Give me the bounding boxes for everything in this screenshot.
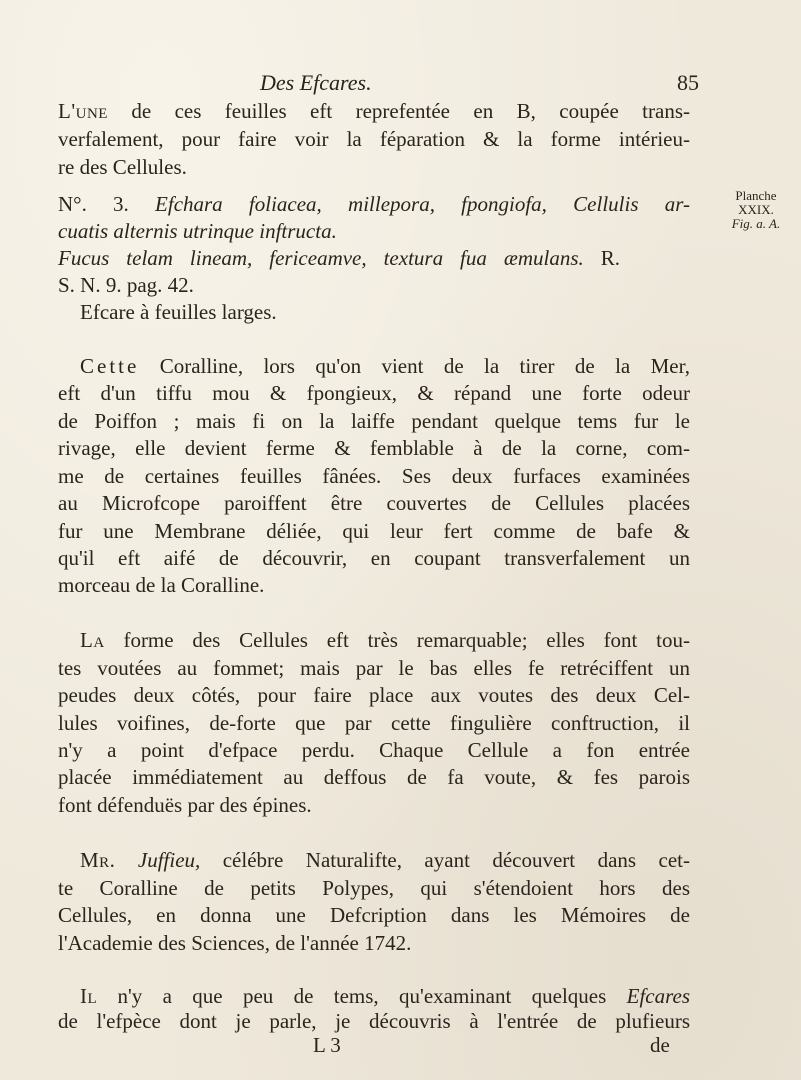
paragraph2-line6: au Microfcope paroiffent être couvertes de Cellules placées [58,491,690,515]
running-title: Des Efcares. [260,70,372,95]
paragraph4-name: Juffieu, [115,848,201,872]
entry-latin3: Fucus telam lineam, fericeamve, textura fua æmulans. [58,246,584,270]
paragraph3-line4: lules voifines, de-forte que par cette fingulière conftruction, il [58,711,690,735]
paragraph3-lead: La [80,628,105,652]
entry-ref-line: S. N. 9. pag. 42. [58,273,194,297]
paragraph5-line1-text: n'y a que peu de tems, qu'examinant quelques [97,984,627,1008]
entry-latin2: cuatis alternis utrinque inftructa. [58,219,337,243]
paragraph4-line1-text: célébre Naturalifte, ayant découvert dans cet- [200,848,690,872]
paragraph5-line2: de l'efpèce dont je parle, je découvris à l'entrée de plufieurs [58,1009,690,1033]
entry-latin1: Efchara foliacea, millepora, fpongiofa, Cellulis ar- [128,192,690,216]
paragraph1-line2: verfalement, pour faire voir la féparation & la forme intérieu- [58,127,690,151]
catchword: de [650,1033,670,1057]
paragraph3-line2: tes voutées au fommet; mais par le bas elles fe retréciffent un [58,656,690,680]
margin-note [724,189,788,231]
page-number: 85 [677,70,699,95]
paragraph4-line1 [80,847,690,873]
entry-french-name: Efcare à feuilles larges. [80,300,277,324]
paragraph4-line2: te Coralline de petits Polypes, qui s'étendoient hors des [58,876,690,900]
signature-mark: L 3 [313,1033,341,1057]
page-header [0,70,801,100]
entry-number: N°. 3. [58,192,129,216]
margin-note-plate: Planche [735,188,777,203]
paragraph1-line1 [58,98,690,124]
paragraph3-line1 [80,627,690,653]
paragraph2-line3: de Poiffon ; mais fi on la laiffe pendant quelque tems fur le [58,409,690,433]
paragraph2-line9: morceau de la Coralline. [58,573,265,597]
paragraph3-line3: peudes deux côtés, pour faire place aux voutes des deux Cel- [58,683,690,707]
entry-line3 [58,245,620,271]
paragraph4-lead: Mr. [80,848,116,872]
paragraph3-line5: n'y a point d'efpace perdu. Chaque Cellule a fon entrée [58,738,690,762]
paragraph2-line4: rivage, elle devient ferme & femblable à de la corne, com- [58,436,690,460]
paragraph5-line1 [80,983,690,1009]
paragraph2-line1-text: Coralline, lors qu'on vient de la tirer de la Mer, [139,354,690,378]
entry-latin3-ref: R. [583,246,620,270]
paragraph3-line6: placée immédiatement au deffous de fa voute, & fes parois [58,765,690,789]
paragraph2-lead: Cette [80,354,140,378]
paragraph2-line2: eft d'un tiffu mou & fpongieux, & répand une forte odeur [58,381,690,405]
paragraph1-lead: L'une [58,99,108,123]
margin-note-figure: Fig. a. A. [731,216,781,231]
entry-line1 [58,191,690,217]
margin-note-number: XXIX. [738,202,774,217]
paragraph2-line7: fur une Membrane déliée, qui leur fert comme de bafe & [58,519,690,543]
paragraph2-line5: me de certaines feuilles fânées. Ses deux furfaces examinées [58,464,690,488]
paragraph2-line1 [80,353,690,379]
paragraph5-lead: Il [80,984,98,1008]
paragraph4-line4: l'Academie des Sciences, de l'année 1742. [58,931,412,955]
paragraph1-line3: re des Cellules. [58,155,187,179]
paragraph3-line7: font défenduës par des épines. [58,793,312,817]
paragraph1-line1-text: de ces feuilles eft reprefentée en B, coupée trans- [107,99,690,123]
paragraph5-line1-italic: Efcares [626,984,690,1008]
paragraph2-line8: qu'il eft aifé de découvrir, en coupant transverfalement un [58,546,690,570]
paragraph3-line1-text: forme des Cellules eft très remarquable; elles font tou- [104,628,690,652]
paragraph4-line3: Cellules, en donna une Defcription dans les Mémoires de [58,903,690,927]
